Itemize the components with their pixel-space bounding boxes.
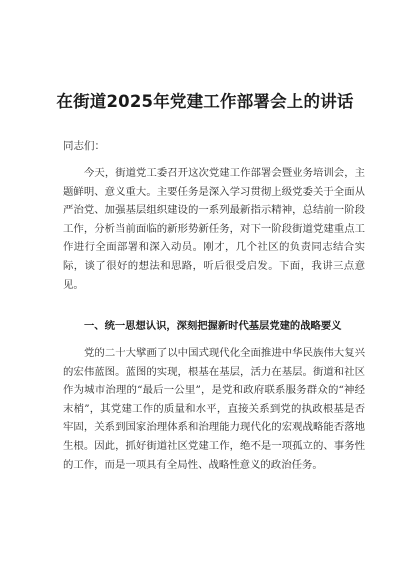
intro-paragraph: 今天，街道党工委召开这次党建工作部署会暨业务培训会，主题鲜明、意义重大。主要任务是深入学习贯彻上级党委关于全面从严治党、加强基层组织建设的一系列最新指示精神，总结前一阶段工作，分析当前面临的新形势新任务，对下一阶段街道党建重点工作进行全面部署和深入动员。刚才，几个社区的负责同志结合实际，谈了很好的想法和思路，听后很受启发。下面，我讲三点意见。 bbox=[63, 167, 365, 291]
body-paragraph: 党的二十大擘画了以中国式现代化全面推进中华民族伟大复兴的宏伟蓝图。蓝图的实现，根基在基层，活力在基层。街道和社区作为城市治理的“最后一公里”，是党和政府联系服务群众的“神经末梢”，其党建工作的质量和水平，直接关系到党的执政根基是否牢固，关系到国家治理体系和治理能力现代化的宏观战略能否落地生根。因此，抓好街道社区党建工作，绝不是一项孤立的、事务性的工作，而是一项具有全局性、战略性意义的政治任务。 bbox=[63, 347, 365, 471]
document-title: 在街道2025年党建工作部署会上的讲话 bbox=[56, 92, 354, 111]
greeting: 同志们： bbox=[63, 140, 105, 152]
section-heading: 一、统一思想认识，深刻把握新时代基层党建的战略要义 bbox=[84, 320, 342, 332]
